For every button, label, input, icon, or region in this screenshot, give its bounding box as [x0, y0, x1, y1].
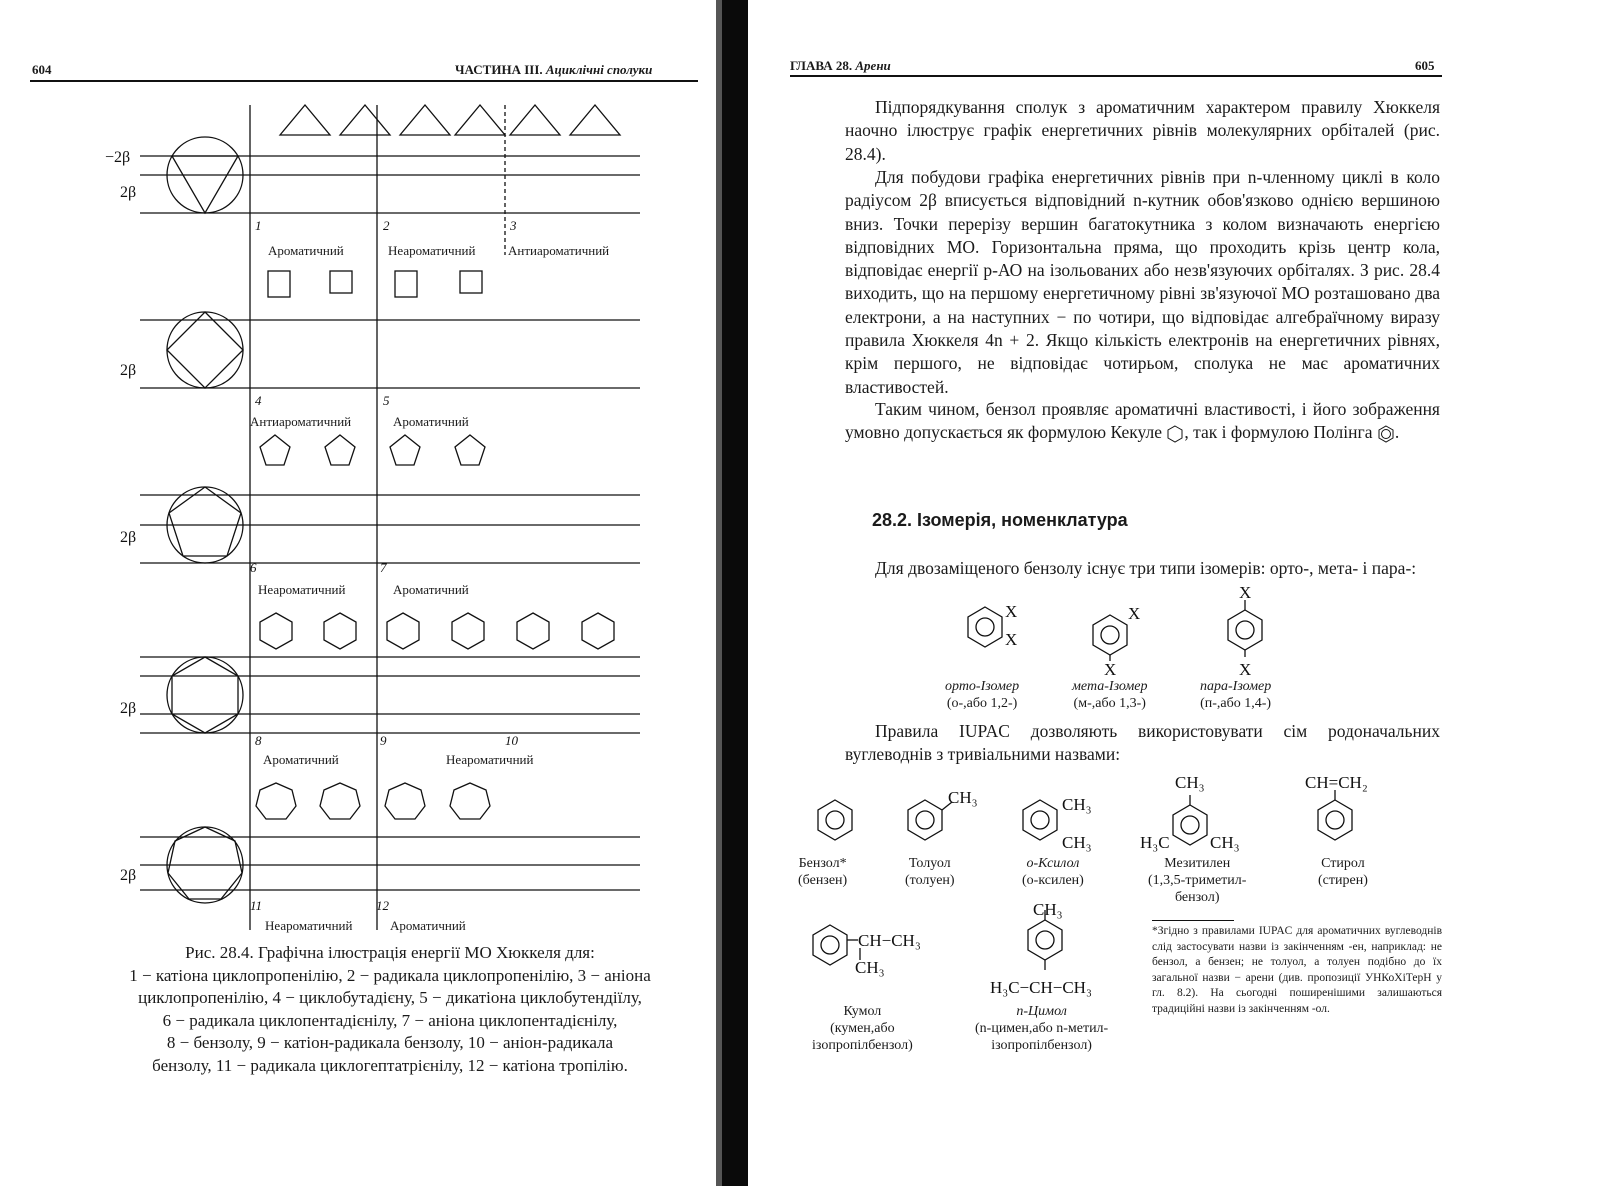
- label-aromatic: Ароматичний: [263, 752, 339, 767]
- axis-label-2b: 2β: [120, 184, 137, 201]
- diagram-number: 9: [380, 733, 387, 748]
- paragraph: Для двозаміщеного бензолу існує три типи ізомерів: орто-, мета- і пара-:: [875, 558, 1417, 578]
- group-label: H₃C: [1140, 833, 1170, 852]
- substituent-x: X: [1005, 602, 1018, 621]
- right-page-number: 605: [1415, 58, 1435, 73]
- compound-mesitylene: Мезитилен (1,3,5-триметил- бензол): [1148, 856, 1247, 905]
- group-label: CH₃: [1033, 900, 1063, 919]
- group-label: CH₃: [948, 788, 978, 807]
- paragraph: Правила IUPAC дозволяють використовувати сім родоначальних вуглеводнів з тривіальними назвами:: [845, 721, 1440, 765]
- label-aromatic: Ароматичний: [268, 243, 344, 258]
- diagram-number: 6: [250, 560, 257, 575]
- axis-label-2b: 2β: [120, 700, 137, 717]
- label-nonaromatic: Неароматичний: [258, 582, 346, 597]
- section-heading: 28.2. Ізомерія, номенклатура: [872, 510, 1128, 530]
- left-header-rule: [30, 80, 698, 82]
- label-antiaromatic: Антиароматичний: [508, 243, 610, 258]
- compound-styrene: Стирол (стирен): [1318, 856, 1368, 888]
- group-label: CH₃: [1210, 833, 1240, 852]
- diagram-number: 1: [255, 218, 262, 233]
- compound-toluene: Толуол (толуен): [905, 856, 955, 888]
- label-aromatic: Ароматичний: [393, 582, 469, 597]
- substituent-x: X: [1005, 630, 1018, 649]
- isomer-ortho: орто-Ізомер (о-,або 1,2-): [945, 679, 1020, 711]
- group-label: CH−CH₃: [858, 931, 921, 950]
- paragraph: Підпорядкування сполук з ароматичним характером правилу Хюккеля наочно ілюструє графік енергетичних рівнів молекулярних орбіталей (рис. 28.4).: [845, 97, 1440, 164]
- label-nonaromatic: Неароматичний: [265, 918, 353, 933]
- label-nonaromatic: Неароматичний: [446, 752, 534, 767]
- substituent-x: X: [1239, 660, 1252, 675]
- pauling-formula-icon: [1377, 425, 1395, 443]
- diagram-number: 5: [383, 393, 390, 408]
- diagram-number: 7: [380, 560, 387, 575]
- group-label: CH₃: [1062, 795, 1092, 814]
- axis-label-2b: 2β: [120, 867, 137, 884]
- compound-benzene: Бензол* (бензен): [798, 856, 848, 888]
- axis-label-minus-2b: −2β: [105, 149, 131, 166]
- diagram-number: 3: [510, 218, 517, 233]
- diagram-number: 12: [376, 898, 389, 913]
- diagram-number: 4: [255, 393, 262, 408]
- diagram-number: 8: [255, 733, 262, 748]
- group-label: CH₃: [1062, 833, 1092, 852]
- substituent-x: X: [1104, 660, 1117, 675]
- figure-caption: Рис. 28.4. Графічна ілюстрація енергії МО Хюккеля для: 1 − катіона циклопропенілію, 2 − радикала циклопропенілію, 3 − аніона циклопропенілію, 4 − циклобутадієну, 5 − дикатіона циклобутендіїлу, 6 − радикала циклопентадієнілу, 7 − аніона циклопентадієнілу, 8 − бензолу, 9 − катіон-радикала бензолу, 10 − аніон-радикала бензолу, 11 − радикала циклогептатрієнілу, 12 − катіона тропілію.: [129, 943, 651, 1075]
- group-label: H₃C−CH−CH₃: [990, 978, 1092, 997]
- huckel-mo-diagram: [100, 95, 660, 940]
- substituent-x: X: [1239, 585, 1252, 602]
- paragraph: Для побудови графіка енергетичних рівнів при n-членному циклі в коло радіусом 2β вписується відповідний n-кутник обов'язково однією вершиною вниз. Точки перерізу вершин багатокутника з колом визначають енергією відповідних МО. Горизонтальна пряма, що проходить крізь центр кола, відповідає енергії p-АО на ізольованих або незв'язуючих орбіталях. З рис. 28.4 виходить, що на першому енергетичному рівні зв'язуючої МО розташовано два електрони, а на наступних − по чотири, що відповідає алгебраїчному виразу правила Хюккеля 4n + 2. Якщо кількість електронів на енергетичних рівнях, крім першого, не відповідає чотирьом, сполука не має ароматичних властивостей.: [845, 167, 1440, 397]
- paragraph: Таким чином, бензол проявляє ароматичні властивості, і його зображення умовно допускається як формулою Кекуле , так і формулою Полінга .: [845, 399, 1440, 443]
- axis-label-2b: 2β: [120, 529, 137, 546]
- compound-o-xylene: о-Ксилол (о-ксилен): [1022, 856, 1084, 888]
- group-label: CH₃: [1175, 773, 1205, 792]
- label-nonaromatic: Неароматичний: [388, 243, 476, 258]
- label-aromatic: Ароматичний: [393, 414, 469, 429]
- left-page-number: 604: [32, 62, 52, 77]
- label-aromatic: Ароматичний: [390, 918, 466, 933]
- compound-p-cymene: n-Цимол (n-цимен,або n-метил- ізопропілбензол): [975, 1004, 1109, 1053]
- diagram-number: 10: [505, 733, 518, 748]
- group-label: CH₃: [855, 958, 885, 977]
- isomer-meta: мета-Ізомер (м-,або 1,3-): [1072, 679, 1148, 711]
- diagram-number: 11: [250, 898, 263, 913]
- group-label: CH=CH₂: [1305, 773, 1368, 792]
- isomer-structures: [960, 585, 1280, 675]
- axis-label-2b: 2β: [120, 362, 137, 379]
- compound-cumene: Кумол (кумен,або ізопропілбензол): [812, 1004, 913, 1053]
- footnote-rule: [1152, 920, 1234, 921]
- book-spine: [722, 0, 748, 1186]
- isomer-para: пара-Ізомер (п-,або 1,4-): [1200, 679, 1272, 711]
- right-running-head: ГЛАВА 28. Арени: [790, 58, 891, 73]
- diagram-number: 2: [383, 218, 390, 233]
- right-header-rule: [790, 75, 1442, 77]
- substituent-x: X: [1128, 604, 1141, 623]
- kekule-formula-icon: [1166, 425, 1184, 443]
- left-running-head: ЧАСТИНА III. Ациклічні сполуки: [455, 62, 653, 77]
- footnote: *Згідно з правилами IUPAC для ароматичних вуглеводнів слід застосувати назви із закінченням -ен, наприклад: не бензол, а бензен; не толуол, а толуен подібно до їх загальної назви − арени (див. пропозиції УНКоХіТерН у гл. 8.2). На сьогодні поширенішими залишаються традиційні назви із закінченням -ол.: [1152, 925, 1442, 1015]
- label-antiaromatic: Антиароматичний: [250, 414, 352, 429]
